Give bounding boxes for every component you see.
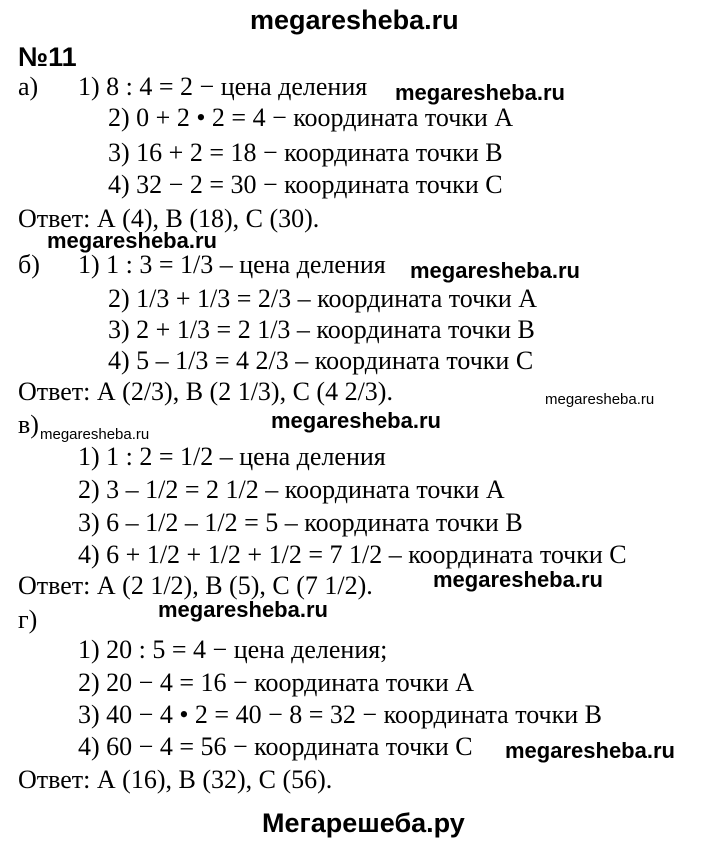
section-b-label: б) [18,250,40,279]
section-g-step-4: 4) 60 − 4 = 56 − координата точки С [78,732,473,761]
section-v-step-1: 1) 1 : 2 = 1/2 – цена деления [78,442,386,471]
section-b-answer: Ответ: А (2/3), В (2 1/3), С (4 2/3). [18,377,393,406]
section-a-step-2: 2) 0 + 2 • 2 = 4 − координата точки А [108,103,514,132]
section-v-label: в) [18,410,39,439]
section-v-step-3: 3) 6 – 1/2 – 1/2 = 5 – координата точки В [78,508,523,537]
task-number: №11 [18,42,77,72]
watermark: megaresheba.ru [545,391,655,408]
section-b-step-2: 2) 1/3 + 1/3 = 2/3 – координата точки А [108,284,538,313]
section-b-step-4: 4) 5 – 1/3 = 4 2/3 – координата точки С [108,346,534,375]
section-a-step-3: 3) 16 + 2 = 18 − координата точки В [108,138,503,167]
watermark: megaresheba.ru [47,228,217,253]
section-g-step-3: 3) 40 − 4 • 2 = 40 − 8 = 32 − координата точки В [78,700,602,729]
section-v-step-4: 4) 6 + 1/2 + 1/2 + 1/2 = 7 1/2 – координата точки С [78,540,627,569]
watermark: megaresheba.ru [158,597,328,622]
watermark: megaresheba.ru [40,426,150,443]
watermark: megaresheba.ru [505,738,675,763]
footer-site: Мегарешеба.ру [262,808,465,838]
watermark: megaresheba.ru [395,80,565,105]
section-g-answer: Ответ: А (16), В (32), С (56). [18,765,333,794]
section-a-label: а) [18,72,39,101]
watermark: megaresheba.ru [410,258,580,283]
watermark: megaresheba.ru [433,567,603,592]
section-g-step-1: 1) 20 : 5 = 4 − цена деления; [78,635,388,664]
section-b-step-3: 3) 2 + 1/3 = 2 1/3 – координата точки В [108,315,535,344]
section-g-label: г) [18,605,38,634]
watermark: megaresheba.ru [271,408,441,433]
section-v-answer: Ответ: А (2 1/2), В (5), С (7 1/2). [18,571,373,600]
section-a-step-1: 1) 8 : 4 = 2 − цена деления [78,72,368,101]
section-g-step-2: 2) 20 − 4 = 16 − координата точки А [78,668,475,697]
section-a-answer: Ответ: А (4), В (18), С (30). [18,204,320,233]
section-v-step-2: 2) 3 – 1/2 = 2 1/2 – координата точки А [78,475,505,504]
section-a-step-4: 4) 32 − 2 = 30 − координата точки С [108,170,503,199]
section-b-step-1: 1) 1 : 3 = 1/3 – цена деления [78,250,386,279]
header-site: megaresheba.ru [250,5,459,35]
